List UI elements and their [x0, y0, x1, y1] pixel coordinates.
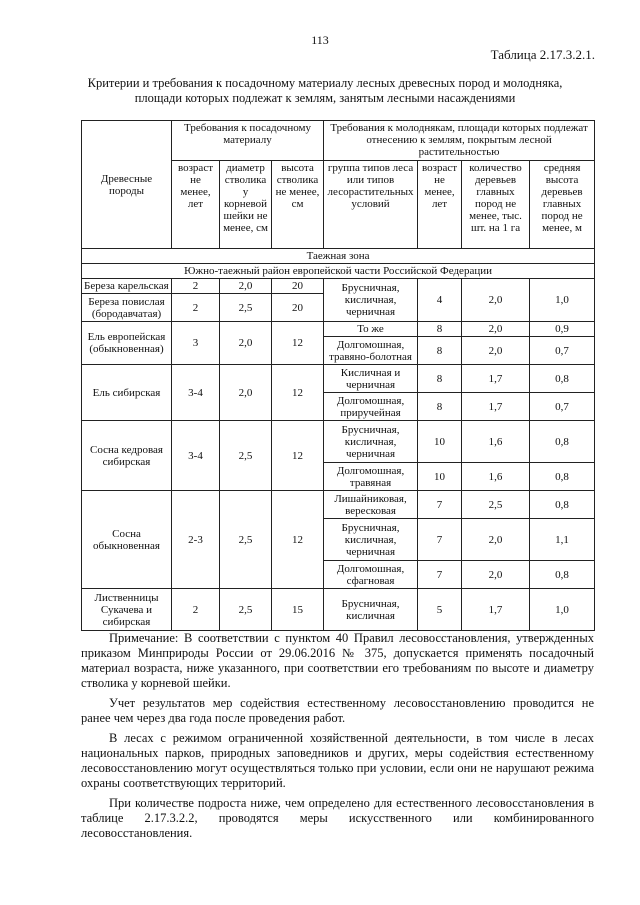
note-paragraph: Примечание: В соответствии с пунктом 40 Правил лесовосстановления, утвержденных приказом Минприроды России от 29.06.2016 № 375, допускается применять посадочный материал возраста, ниже указанного, при соответствии его требованиям по высоте и диаметру стволика у корневой шейки.	[81, 631, 594, 690]
young-age-cell: 7	[418, 561, 462, 589]
tree-count-cell: 2,0	[462, 337, 530, 365]
avg-height-cell: 0,8	[530, 421, 595, 463]
header-young-age: возраст не менее, лет	[418, 161, 462, 249]
height-cell: 20	[272, 279, 324, 294]
diameter-cell: 2,0	[220, 365, 272, 421]
header-height: высота стволика не менее, см	[272, 161, 324, 249]
avg-height-cell: 0,8	[530, 491, 595, 519]
tree-count-cell: 1,7	[462, 589, 530, 631]
forest-type-cell: Долгомошная, приручейная	[324, 393, 418, 421]
forest-type-cell: Долгомошная, травяно-болотная	[324, 337, 418, 365]
age-cell: 3-4	[172, 365, 220, 421]
tree-count-cell: 1,7	[462, 393, 530, 421]
document-title: Критерии и требования к посадочному материалу лесных древесных пород и молодняка, площади которых подлежат к землям, занятым лесными насаждениями	[87, 76, 563, 105]
header-tree-count: количество деревьев главных пород не менее, тыс. шт. на 1 га	[462, 161, 530, 249]
species-cell: Лиственницы Сукачева и сибирская	[82, 589, 172, 631]
diameter-cell: 2,5	[220, 491, 272, 589]
avg-height-cell: 1,0	[530, 589, 595, 631]
avg-height-cell: 1,0	[530, 279, 595, 322]
young-age-cell: 8	[418, 393, 462, 421]
header-avg-height: средняя высота деревьев главных пород не менее, м	[530, 161, 595, 249]
avg-height-cell: 0,8	[530, 365, 595, 393]
species-cell: Береза карельская	[82, 279, 172, 294]
diameter-cell: 2,0	[220, 322, 272, 365]
forest-type-cell: Брусничная, кисличная, черничная	[324, 279, 418, 322]
age-cell: 3	[172, 322, 220, 365]
age-cell: 2	[172, 589, 220, 631]
height-cell: 20	[272, 294, 324, 322]
young-age-cell: 10	[418, 421, 462, 463]
age-cell: 2-3	[172, 491, 220, 589]
age-cell: 2	[172, 279, 220, 294]
header-age: возраст не менее, лет	[172, 161, 220, 249]
criteria-table-wrapper	[81, 120, 595, 631]
forest-type-cell: Долгомошная, сфагновая	[324, 561, 418, 589]
page-number: 113	[311, 33, 329, 47]
species-cell: Сосна обыкновенная	[82, 491, 172, 589]
height-cell: 12	[272, 421, 324, 491]
note-paragraph: В лесах с режимом ограниченной хозяйственной деятельности, в том числе в лесах национальных парков, природных заповедников и других, меры содействия естественному лесовосстановлению могут осуществляться только при условии, если они не нарушают режима охраны соответствующих территорий.	[81, 731, 594, 790]
species-cell: Сосна кедровая сибирская	[82, 421, 172, 491]
header-forest-type: группа типов леса или типов лесорастительных условий	[324, 161, 418, 249]
height-cell: 12	[272, 365, 324, 421]
tree-count-cell: 2,0	[462, 561, 530, 589]
young-age-cell: 8	[418, 322, 462, 337]
tree-count-cell: 2,5	[462, 491, 530, 519]
avg-height-cell: 0,8	[530, 561, 595, 589]
young-age-cell: 7	[418, 519, 462, 561]
diameter-cell: 2,5	[220, 294, 272, 322]
tree-count-cell: 2,0	[462, 519, 530, 561]
diameter-cell: 2,0	[220, 279, 272, 294]
avg-height-cell: 1,1	[530, 519, 595, 561]
young-age-cell: 8	[418, 337, 462, 365]
forest-type-cell: Кисличная и черничная	[324, 365, 418, 393]
tree-count-cell: 1,6	[462, 421, 530, 463]
forest-type-cell: Долгомошная, травяная	[324, 463, 418, 491]
age-cell: 3-4	[172, 421, 220, 491]
tree-count-cell: 2,0	[462, 322, 530, 337]
species-cell: Ель сибирская	[82, 365, 172, 421]
note-paragraph: При количестве подроста ниже, чем определено для естественного лесовосстановления в таблице 2.17.3.2.2, проводятся меры искусственного или комбинированного лесовосстановления.	[81, 796, 594, 840]
avg-height-cell: 0,9	[530, 322, 595, 337]
height-cell: 15	[272, 589, 324, 631]
diameter-cell: 2,5	[220, 421, 272, 491]
avg-height-cell: 0,8	[530, 463, 595, 491]
note-paragraph: Учет результатов мер содействия естественному лесовосстановлению проводится не ранее чем через два года после проведения работ.	[81, 696, 594, 725]
forest-type-cell: То же	[324, 322, 418, 337]
zone-row: Таежная зона	[82, 249, 595, 264]
forest-type-cell: Брусничная, кисличная, черничная	[324, 519, 418, 561]
diameter-cell: 2,5	[220, 589, 272, 631]
header-planting-group: Требования к посадочному материалу	[172, 121, 324, 161]
young-age-cell: 7	[418, 491, 462, 519]
young-age-cell: 4	[418, 279, 462, 322]
young-age-cell: 10	[418, 463, 462, 491]
height-cell: 12	[272, 322, 324, 365]
tree-count-cell: 1,7	[462, 365, 530, 393]
tree-count-cell: 1,6	[462, 463, 530, 491]
region-row: Южно-таежный район европейской части Российской Федерации	[82, 264, 595, 279]
age-cell: 2	[172, 294, 220, 322]
avg-height-cell: 0,7	[530, 393, 595, 421]
forest-type-cell: Лишайниковая, вересковая	[324, 491, 418, 519]
species-cell: Береза повислая (бородавчатая)	[82, 294, 172, 322]
header-species: Древесные породы	[82, 121, 172, 249]
header-diameter: диаметр стволика у корневой шейки не менее, см	[220, 161, 272, 249]
tree-count-cell: 2,0	[462, 279, 530, 322]
notes-section	[81, 631, 594, 846]
forest-type-cell: Брусничная, кисличная, черничная	[324, 421, 418, 463]
avg-height-cell: 0,7	[530, 337, 595, 365]
young-age-cell: 8	[418, 365, 462, 393]
forest-type-cell: Брусничная, кисличная	[324, 589, 418, 631]
species-cell: Ель европейская (обыкновенная)	[82, 322, 172, 365]
table-label: Таблица 2.17.3.2.1.	[490, 47, 595, 62]
header-young-group: Требования к молоднякам, площади которых подлежат отнесению к землям, покрытым лесной растительностью	[324, 121, 595, 161]
young-age-cell: 5	[418, 589, 462, 631]
height-cell: 12	[272, 491, 324, 589]
criteria-table	[81, 120, 595, 631]
